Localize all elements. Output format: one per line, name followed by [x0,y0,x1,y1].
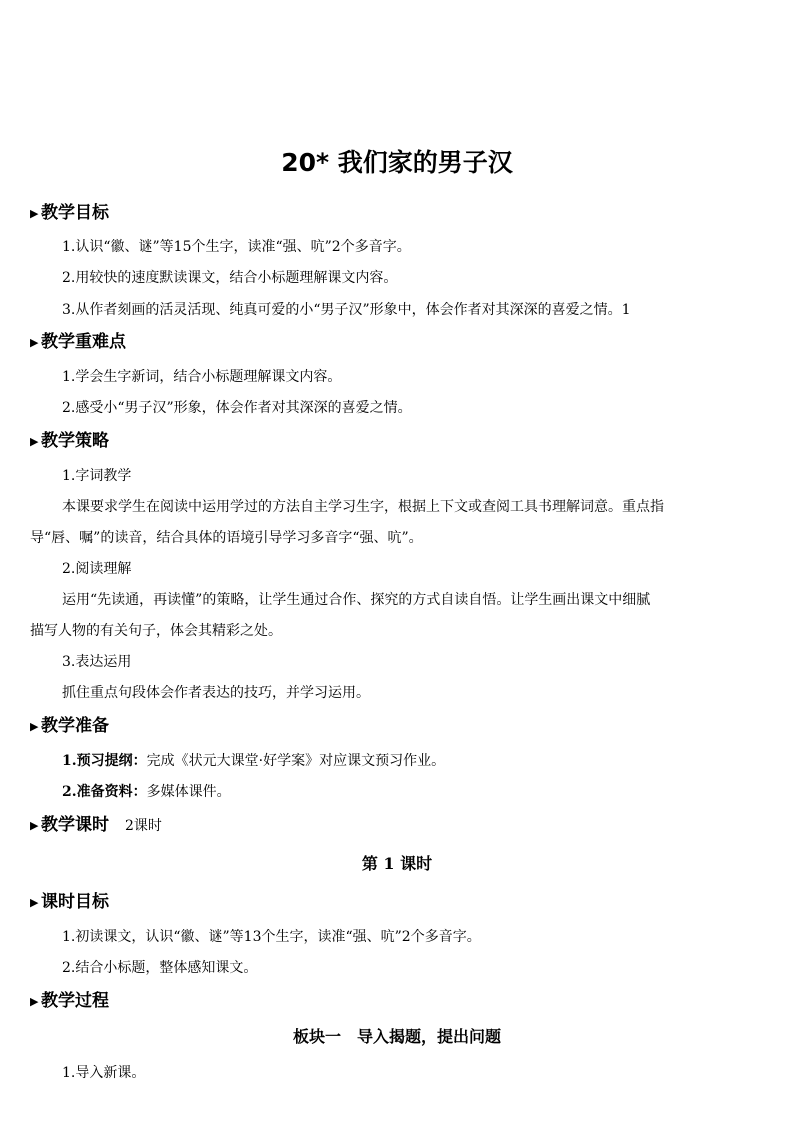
triangle-bullet-icon: ▶ [30,435,39,448]
hours-value: 2课时 [125,818,162,834]
key-point-item: 1.学会生字新词，结合小标题理解课文内容。 [62,369,342,385]
strategy-paragraph: 抓住重点句段体会作者表达的技巧，并学习运用。 [62,685,370,701]
strategy-label: 2.阅读理解 [62,561,132,577]
section-heading-lesson-goals: ▶ 课时目标 [30,890,109,915]
section-heading-hours: ▶ 教学课时 2课时 [30,813,162,838]
strategy-label: 3.表达运用 [62,654,132,670]
triangle-bullet-icon: ▶ [30,995,39,1008]
triangle-bullet-icon: ▶ [30,819,39,832]
lesson-goal-item: 1.初读课文，认识“徽、谜”等13个生字，读准“强、吭”2个多音字。 [62,929,481,945]
lesson-title: 第 1 课时 [361,854,433,873]
strategy-label: 1.字词教学 [62,468,132,484]
page-title: 20* 我们家的男子汉 [281,148,513,177]
prep-item: 2.准备资料：多媒体课件。 [62,784,231,800]
goal-item: 3.从作者刻画的活灵活现、纯真可爱的小“男子汉”形象中，体会作者对其深深的喜爱之情。1 [62,302,631,318]
triangle-bullet-icon: ▶ [30,896,39,909]
section-heading-key-points: ▶ 教学重难点 [30,330,126,355]
strategy-paragraph: 导“唇、嘱”的读音，结合具体的语境引导学习多音字“强、吭”。 [30,530,423,546]
strategy-paragraph: 描写人物的有关句子，体会其精彩之处。 [30,623,282,639]
section-heading-prep: ▶ 教学准备 [30,714,109,739]
triangle-bullet-icon: ▶ [30,720,39,733]
section-heading-goals: ▶ 教学目标 [30,201,109,226]
triangle-bullet-icon: ▶ [30,336,39,349]
lesson-goal-item: 2.结合小标题，整体感知课文。 [62,960,258,976]
block-title: 板块一 导入揭题，提出问题 [292,1027,501,1046]
goal-item: 1.认识“徽、谜”等15个生字，读准“强、吭”2个多音字。 [62,239,411,255]
goal-item: 2.用较快的速度默读课文，结合小标题理解课文内容。 [62,270,398,286]
key-point-item: 2.感受小“男子汉”形象，体会作者对其深深的喜爱之情。 [62,400,412,416]
process-step: 1.导入新课。 [62,1065,146,1081]
strategy-paragraph: 运用“先读通，再读懂”的策略，让学生通过合作、探究的方式自读自悟。让学生画出课文中细腻 [62,592,651,608]
triangle-bullet-icon: ▶ [30,207,39,220]
strategy-paragraph: 本课要求学生在阅读中运用学过的方法自主学习生字，根据上下文或查阅工具书理解词意。重点指 [62,499,664,515]
prep-item: 1.预习提纲：完成《状元大课堂·好学案》对应课文预习作业。 [62,753,446,769]
section-heading-process: ▶ 教学过程 [30,989,109,1014]
section-heading-strategy: ▶ 教学策略 [30,429,109,454]
